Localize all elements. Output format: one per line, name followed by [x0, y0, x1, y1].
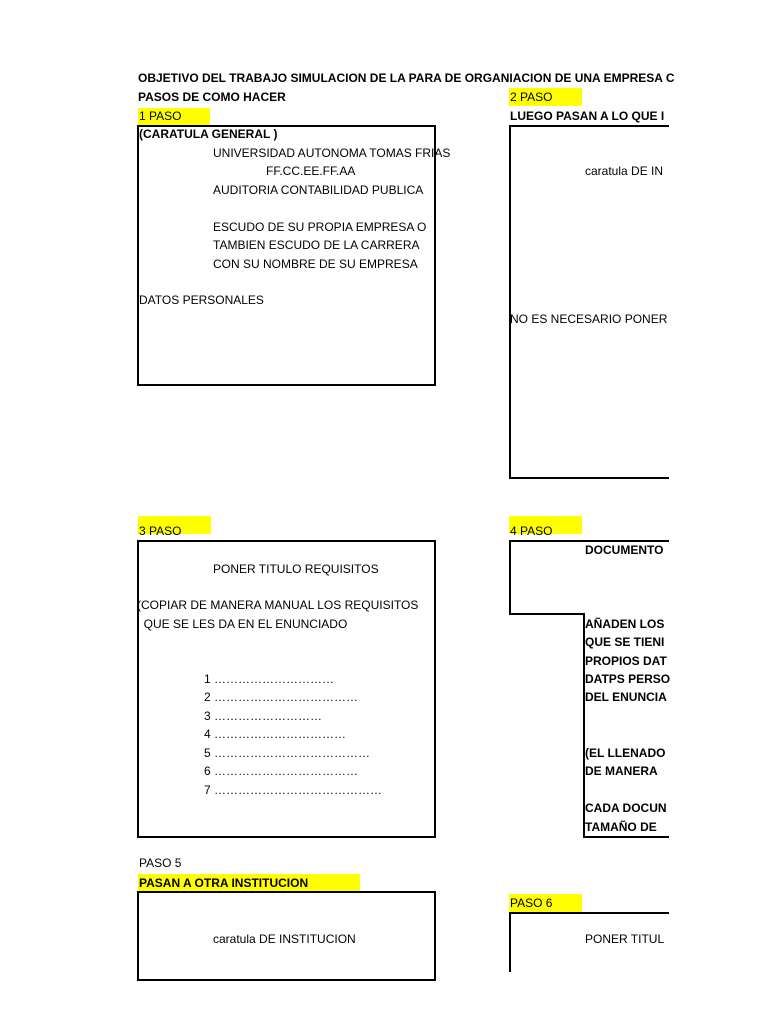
step4-line-enuncia: DEL ENUNCIA [585, 690, 667, 704]
step6-box-top [509, 912, 669, 914]
objective-line: OBJETIVO DEL TRABAJO SIMULACION DE LA PARA DE ORGANIACION DE UNA EMPRESA C [138, 71, 675, 85]
step3-note-line2: QUE SE LES DA EN EL ENUNCIADO [137, 617, 348, 631]
steps-title: PASOS DE COMO HACER [138, 90, 286, 104]
step1-line-university: UNIVERSIDAD AUTONOMA TOMAS FRIAS [213, 146, 451, 160]
step1-line-datos: DATOS PERSONALES [139, 293, 264, 307]
step1-label: 1 PASO [139, 109, 182, 123]
step3-title: PONER TITULO REQUISITOS [213, 562, 379, 576]
step2-box-left [509, 125, 511, 479]
step1-line-career: AUDITORIA CONTABILIDAD PUBLICA [213, 183, 424, 197]
step4-box-top [509, 540, 669, 542]
step4-box-step [509, 613, 585, 615]
step3-item-3: 3 ……………………… [204, 709, 323, 723]
step2-line-caratula: caratula DE IN [585, 164, 664, 178]
step4-box-left [509, 540, 511, 615]
step2-box-bottom [509, 477, 669, 479]
step3-item-5: 5 ………………………………… [204, 746, 371, 760]
step5-label: PASO 5 [139, 856, 182, 870]
step3-item-7: 7 …………………………………… [204, 783, 383, 797]
step4-box-bottom [583, 836, 669, 838]
step6-line-titul: PONER TITUL [585, 932, 665, 946]
step3-item-6: 6 ……………………………… [204, 764, 359, 778]
step4-line-propios: PROPIOS DAT [585, 654, 667, 668]
step1-subtitle: (CARATULA GENERAL ) [139, 127, 278, 141]
step2-subtitle: LUEGO PASAN A LO QUE I [510, 109, 665, 123]
step2-box-top [509, 125, 669, 127]
step2-line-no-necesario: NO ES NECESARIO PONER [510, 312, 668, 326]
step3-item-1: 1 ………………………… [204, 672, 335, 686]
step1-line-tambien: TAMBIEN ESCUDO DE LA CARRERA [213, 238, 420, 252]
step6-label: PASO 6 [510, 896, 553, 910]
step4-line-cada: CADA DOCUN [585, 801, 667, 815]
step3-item-2: 2 ……………………………… [204, 690, 359, 704]
step4-line-manera: DE MANERA [585, 764, 658, 778]
step4-line-datps: DATPS PERSO [585, 672, 671, 686]
step5-subtitle: PASAN A OTRA INSTITUCION [139, 876, 309, 890]
step4-line-llenado: (EL LLENADO [585, 746, 666, 760]
step2-label: 2 PASO [510, 90, 553, 104]
step1-line-escudo: ESCUDO DE SU PROPIA EMPRESA O [213, 220, 427, 234]
step4-line-tamano: TAMAÑO DE [585, 820, 657, 834]
step4-label: 4 PASO [510, 524, 553, 538]
step3-label: 3 PASO [139, 524, 182, 538]
step4-line-documento: DOCUMENTO [585, 543, 664, 557]
step5-line-caratula: caratula DE INSTITUCION [213, 932, 356, 946]
step1-line-faculty: FF.CC.EE.FF.AA [266, 164, 356, 178]
step4-line-tieni: QUE SE TIENI [585, 635, 665, 649]
step1-line-nombre: CON SU NOMBRE DE SU EMPRESA [213, 257, 418, 271]
step3-note-line1: (COPIAR DE MANERA MANUAL LOS REQUISITOS [137, 598, 419, 612]
step6-box-left [509, 912, 511, 972]
step3-item-4: 4 …………………………… [204, 727, 347, 741]
step4-line-anaden: AÑADEN LOS [585, 617, 665, 631]
